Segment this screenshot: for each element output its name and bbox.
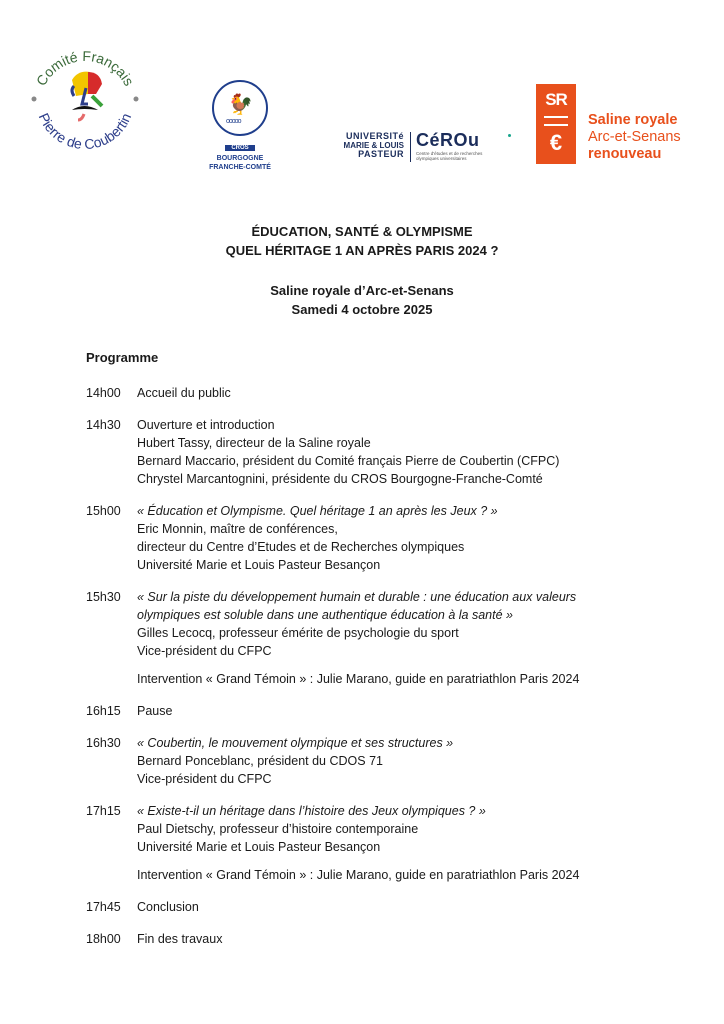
saline-mark	[536, 84, 576, 164]
item-line: Bernard Ponceblanc, président du CDOS 71	[137, 754, 383, 768]
item-time: 16h15	[86, 704, 121, 718]
item-time: 16h30	[86, 736, 121, 750]
programme-heading: Programme	[86, 350, 159, 365]
cfpc-text-bottom: Pierre de Coubertin	[35, 110, 135, 153]
item-line: Université Marie et Louis Pasteur Besançon	[137, 840, 381, 854]
cros-badge: CROS	[225, 145, 254, 151]
programme-item	[86, 930, 646, 948]
item-talk-title: « Coubertin, le mouvement olympique et ses structures »	[137, 736, 454, 750]
item-line: Hubert Tassy, directeur de la Saline royale	[137, 436, 371, 450]
cerou-subtitle: Centre d'études et de recherches olympiques universitaires	[416, 151, 483, 161]
item-line: Fin des travaux	[137, 932, 223, 946]
saline-name2: Arc-et-Senans	[588, 129, 681, 145]
item-time: 17h45	[86, 900, 121, 914]
cfpc-logo	[26, 36, 144, 170]
item-line: Université Marie et Louis Pasteur Besançon	[137, 558, 381, 572]
item-talk-title: « Sur la piste du développement humain et durable : une éducation aux valeurs	[137, 590, 577, 604]
item-time: 14h30	[86, 418, 121, 432]
universite-logo	[330, 132, 515, 166]
saline-name3: renouveau	[588, 146, 662, 162]
item-talk-title: « Éducation et Olympisme. Quel héritage 1 an après les Jeux ? »	[137, 504, 498, 518]
programme-item	[86, 702, 646, 720]
svg-text:Pierre de Coubertin	[36, 111, 135, 153]
item-time: 15h30	[86, 590, 121, 604]
programme-item	[86, 416, 646, 488]
item-talk-title-cont: olympiques est soluble dans une authentique éducation à la santé »	[137, 608, 513, 622]
item-talk-title: « Existe-t-il un héritage dans l’histoire des Jeux olympiques ? »	[137, 804, 486, 818]
logo-divider	[410, 132, 411, 162]
programme-item	[86, 588, 646, 688]
saline-e-icon: €	[549, 130, 563, 155]
item-extra: Intervention « Grand Témoin » : Julie Marano, guide en paratriathlon Paris 2024	[137, 672, 580, 686]
cros-region-line2: FRANCHE-COMTÉ	[209, 164, 271, 171]
item-line: Gilles Lecocq, professeur émérite de psychologie du sport	[137, 626, 459, 640]
cros-region-line1: BOURGOGNE	[216, 155, 264, 162]
item-line: Ouverture et introduction	[137, 418, 275, 432]
document-title	[0, 222, 724, 260]
title-line2: QUEL HÉRITAGE 1 AN APRÈS PARIS 2024 ?	[225, 243, 499, 258]
programme-item	[86, 502, 646, 574]
cerou-dot	[508, 134, 511, 137]
item-time: 15h00	[86, 504, 121, 518]
olympic-rings-icon: ooooo	[226, 118, 241, 125]
item-line: Pause	[137, 704, 173, 718]
programme	[86, 349, 646, 962]
item-line: Chrystel Marcantognini, présidente du CROS Bourgogne-Franche-Comté	[137, 472, 543, 486]
cros-logo	[200, 80, 280, 171]
universite-line1: UNIVERSITé	[345, 131, 404, 141]
universite-line3: PASTEUR	[358, 149, 404, 159]
item-time: 18h00	[86, 932, 121, 946]
universite-line2: MARIE & LOUIS	[343, 141, 404, 150]
item-extra: Intervention « Grand Témoin » : Julie Marano, guide en paratriathlon Paris 2024	[137, 868, 580, 882]
item-line: Eric Monnin, maître de conférences,	[137, 522, 338, 536]
cfpc-text-top: Comité Français	[32, 47, 138, 89]
rooster-icon: 🐓	[228, 92, 253, 116]
item-time: 17h15	[86, 804, 121, 818]
cerou-wordmark: CéROu	[416, 130, 480, 150]
saline-bar	[544, 124, 568, 126]
saline-logo	[536, 84, 706, 164]
item-line: directeur du Centre d’Etudes et de Recherches olympiques	[137, 540, 465, 554]
cros-emblem	[212, 80, 268, 136]
venue-block	[0, 281, 724, 319]
programme-item	[86, 898, 646, 916]
venue-date: Samedi 4 octobre 2025	[291, 302, 433, 317]
logo-bar	[0, 0, 724, 190]
programme-item	[86, 384, 646, 402]
saline-bar	[544, 116, 568, 118]
item-line: Accueil du public	[137, 386, 231, 400]
saline-mark-text: SR	[545, 90, 567, 109]
programme-item	[86, 734, 646, 788]
item-line: Paul Dietschy, professeur d’histoire contemporaine	[137, 822, 419, 836]
item-time: 14h00	[86, 386, 121, 400]
venue-place: Saline royale d’Arc-et-Senans	[270, 283, 454, 298]
item-line: Vice-président du CFPC	[137, 772, 272, 786]
item-line: Conclusion	[137, 900, 199, 914]
saline-name1: Saline royale	[588, 112, 678, 128]
title-line1: ÉDUCATION, SANTÉ & OLYMPISME	[251, 224, 473, 239]
item-line: Bernard Maccario, président du Comité français Pierre de Coubertin (CFPC)	[137, 454, 560, 468]
programme-item	[86, 802, 646, 884]
item-line: Vice-président du CFPC	[137, 644, 272, 658]
